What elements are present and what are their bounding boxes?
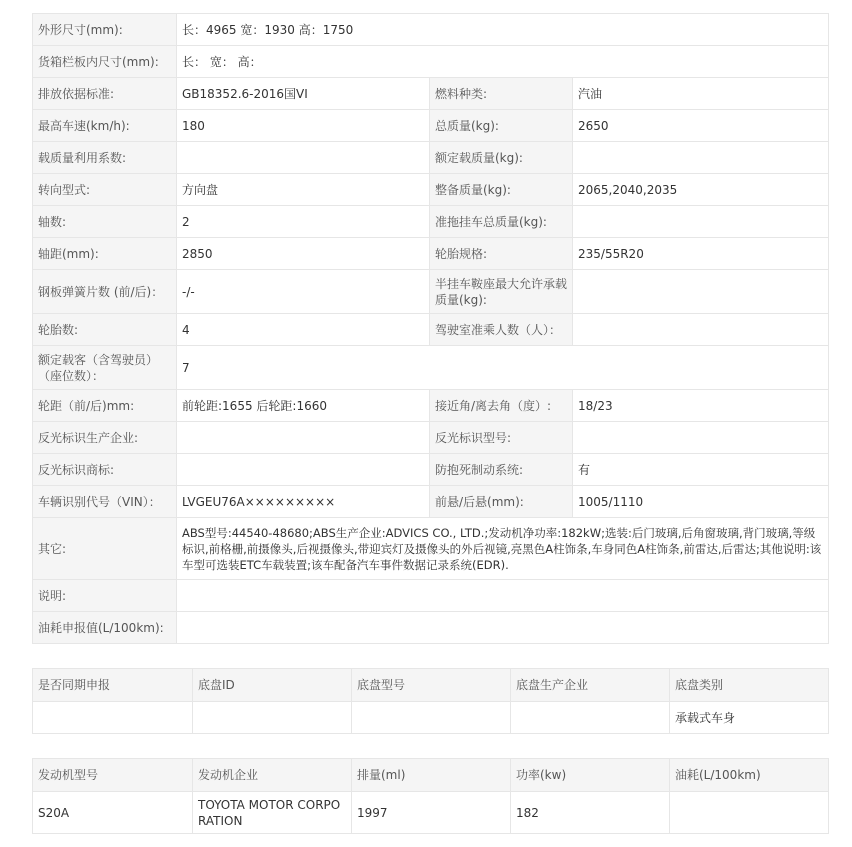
table-row [33,110,829,142]
curbmass-value: 2065,2040,2035 [573,174,829,206]
table-row [33,14,829,46]
fuelcons-value [177,612,829,644]
reflmodel-value [573,422,829,454]
vin-value: LVGEU76A××××××××× [177,486,430,518]
table-header-row [33,669,829,702]
table-row [33,78,829,110]
dims-label: 外形尺寸(mm): [33,14,177,46]
tire-label: 轮胎规格: [430,238,573,270]
table-cell [352,702,511,734]
reflmodel-label: 反光标识型号: [430,422,573,454]
other-value: ABS型号:44540-48680;ABS生产企业:ADVICS CO., LTD.;发动机净功率:182kW;选装:后门玻璃,后角窗玻璃,背门玻璃,等级标识,前格栅,前摄像头,后视摄像头,带迎宾灯及摄像头的外后视镜,亮黑色A柱饰条,车身同色A柱饰条,前雷达,后雷达;其他说明:该车型可选装ETC车载装置;该车配备汽车事件数据记录系统(EDR). [177,518,829,580]
vin-label: 车辆识别代号（VIN）： [33,486,177,518]
trailer-label: 准拖挂车总质量(kg): [430,206,573,238]
emission-value: GB18352.6-2016国VI [177,78,430,110]
table-cell: 1997 [352,792,511,834]
table-row [33,454,829,486]
table-row [33,314,829,346]
table-row [33,46,829,78]
reflbrand-value [177,454,430,486]
column-header: 底盘类别 [670,669,829,702]
table-row [33,792,829,834]
column-header: 排量(ml) [352,759,511,792]
table-row [33,238,829,270]
note-label: 说明: [33,580,177,612]
column-header: 底盘生产企业 [511,669,670,702]
reflmaker-label: 反光标识生产企业: [33,422,177,454]
table-cell: TOYOTA MOTOR CORPORATION [193,792,352,834]
fuelcons-label: 油耗申报值(L/100km): [33,612,177,644]
table-row [33,580,829,612]
column-header: 底盘ID [193,669,352,702]
angle-label: 接近角/离去角（度）: [430,390,573,422]
maxspeed-label: 最高车速(km/h): [33,110,177,142]
loadutil-label: 载质量利用系数: [33,142,177,174]
overhang-label: 前悬/后悬(mm): [430,486,573,518]
steering-value: 方向盘 [177,174,430,206]
table-row [33,142,829,174]
table-cell: S20A [33,792,193,834]
column-header: 油耗(L/100km) [670,759,829,792]
table-header-row [33,759,829,792]
other-label: 其它: [33,518,177,580]
spec-table [32,13,829,644]
cab-label: 驾驶室准乘人数（人）： [430,314,573,346]
reflmaker-value [177,422,430,454]
chassis-table [32,668,829,734]
cargo-value: 长： 宽： 高： [177,46,829,78]
ratedload-label: 额定载质量(kg): [430,142,573,174]
cab-value [573,314,829,346]
table-row [33,174,829,206]
tire-value: 235/55R20 [573,238,829,270]
tirecount-value: 4 [177,314,430,346]
spring-value: -/- [177,270,430,314]
table-row [33,422,829,454]
tirecount-label: 轮胎数: [33,314,177,346]
table-cell [511,702,670,734]
abs-label: 防抱死制动系统: [430,454,573,486]
curbmass-label: 整备质量(kg): [430,174,573,206]
saddle-label: 半挂车鞍座最大允许承载质量(kg): [430,270,573,314]
angle-value: 18/23 [573,390,829,422]
column-header: 发动机企业 [193,759,352,792]
table-row [33,486,829,518]
totalmass-label: 总质量(kg): [430,110,573,142]
table-row [33,390,829,422]
table-row [33,612,829,644]
maxspeed-value: 180 [177,110,430,142]
table-row [33,346,829,390]
table-row [33,206,829,238]
wheelbase-value: 2850 [177,238,430,270]
steering-label: 转向型式: [33,174,177,206]
axles-value: 2 [177,206,430,238]
emission-label: 排放依据标准: [33,78,177,110]
reflbrand-label: 反光标识商标: [33,454,177,486]
track-label: 轮距（前/后)mm: [33,390,177,422]
table-cell [33,702,193,734]
ratedload-value [573,142,829,174]
loadutil-value [177,142,430,174]
spring-label: 钢板弹簧片数 (前/后)： [33,270,177,314]
overhang-value: 1005/1110 [573,486,829,518]
table-row [33,518,829,580]
totalmass-value: 2650 [573,110,829,142]
table-row [33,702,829,734]
column-header: 发动机型号 [33,759,193,792]
dims-value: 长：4965 宽：1930 高：1750 [177,14,829,46]
abs-value: 有 [573,454,829,486]
fuel-label: 燃料种类: [430,78,573,110]
cargo-label: 货箱栏板内尺寸(mm): [33,46,177,78]
column-header: 是否同期申报 [33,669,193,702]
trailer-value [573,206,829,238]
column-header: 底盘型号 [352,669,511,702]
fuel-value: 汽油 [573,78,829,110]
engine-table [32,758,829,834]
saddle-value [573,270,829,314]
table-cell: 承载式车身 [670,702,829,734]
seats-label: 额定载客（含驾驶员）（座位数）： [33,346,177,390]
column-header: 功率(kw) [511,759,670,792]
track-value: 前轮距:1655 后轮距:1660 [177,390,430,422]
seats-value: 7 [177,346,829,390]
table-cell [193,702,352,734]
axles-label: 轴数: [33,206,177,238]
note-value [177,580,829,612]
table-row [33,270,829,314]
table-cell [670,792,829,834]
wheelbase-label: 轴距(mm): [33,238,177,270]
table-cell: 182 [511,792,670,834]
